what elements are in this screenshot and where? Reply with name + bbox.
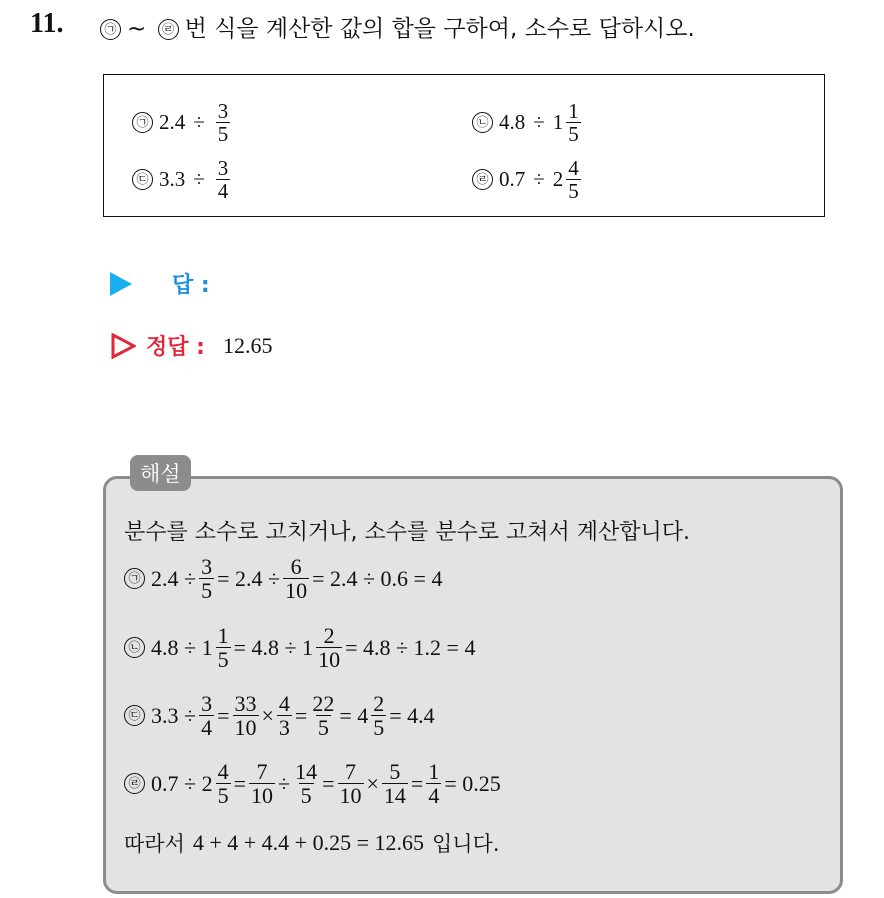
question-body: 번 식을 계산한 값의 합을 구하여, 소수로 답하시오. <box>184 16 695 42</box>
correct-answer-row <box>110 330 272 361</box>
problem-2-mark: ㉡ <box>472 112 493 133</box>
problem-4-mixed: 2 <box>552 167 564 192</box>
mark-start: ㉠ <box>100 19 121 40</box>
question-text <box>100 10 695 43</box>
problem-3 <box>132 157 233 202</box>
solution-line-3-mark: ㉢ <box>124 705 145 726</box>
correct-value: 12.65 <box>222 332 273 358</box>
problem-2 <box>472 100 584 145</box>
solution-line-2: ㉡ 4.8 ÷ 1 $\frac{1}{5}$ = 4.8 ÷ 1 $\frac{2}{10}$ = 4.8 ÷ 1.2 = 4 <box>124 624 475 671</box>
solution-line-4-mark: ㉣ <box>124 773 145 794</box>
solution-conclusion <box>124 828 500 858</box>
problem-2-whole: 4.8 <box>499 110 526 135</box>
problem-1 <box>132 100 233 145</box>
conclusion-post: 입니다. <box>432 832 500 856</box>
outline-play-icon <box>110 333 136 359</box>
problem-4-fraction: $\frac{4}{5}$ <box>568 156 579 204</box>
problem-1-op: ÷ <box>193 110 205 135</box>
question-number: 11. <box>30 8 64 39</box>
problem-4-whole: 0.7 <box>499 167 526 192</box>
problem-3-whole: 3.3 <box>159 167 186 192</box>
solution-line-1: ㉠ 2.4 ÷ $\frac{3}{5}$ = 2.4 ÷ $\frac{6}{10}$ = 2.4 ÷ 0.6 = 4 <box>124 555 442 602</box>
problem-3-op: ÷ <box>193 167 205 192</box>
problem-2-mixed: 1 <box>552 110 564 135</box>
mark-end: ㉣ <box>158 19 179 40</box>
solution-intro: 분수를 소수로 고치거나, 소수를 분수로 고쳐서 계산합니다. <box>124 520 690 545</box>
problem-3-mark: ㉢ <box>132 169 153 190</box>
problem-1-mark: ㉠ <box>132 112 153 133</box>
conclusion-pre: 따라서 <box>124 832 185 856</box>
conclusion-expr: 4 + 4 + 4.4 + 0.25 = 12.65 <box>192 830 424 855</box>
play-icon <box>110 272 132 296</box>
solution-tag: 해설 <box>130 455 191 491</box>
answer-row <box>110 268 422 299</box>
solution-line-4: ㉣ 0.7 ÷ 2 $\frac{4}{5}$ = $\frac{7}{10}$ ÷ $\frac{14}{5}$ = $\frac{7}{10}$ × $\frac{5}{14}$ = $\frac{1}{4}$ = 0.25 <box>124 760 501 807</box>
correct-label: 정답 : <box>146 335 205 360</box>
solution-line-3: ㉢ 3.3 ÷ $\frac{3}{4}$ = $\frac{33}{10}$ × $\frac{4}{3}$ = $\frac{22}{5}$ = 4 $\frac{2}{5}$ = 4.4 <box>124 692 435 739</box>
problem-2-fraction: $\frac{1}{5}$ <box>568 99 579 147</box>
solution-line-1-mark: ㉠ <box>124 568 145 589</box>
answer-input[interactable] <box>222 271 422 297</box>
problem-4 <box>472 157 584 202</box>
solution-line-2-mark: ㉡ <box>124 637 145 658</box>
problem-3-fraction: $\frac{3}{4}$ <box>217 156 229 204</box>
problem-1-whole: 2.4 <box>159 110 186 135</box>
answer-label: 답 : <box>172 273 210 298</box>
problem-2-op: ÷ <box>533 110 545 135</box>
problem-4-mark: ㉣ <box>472 169 493 190</box>
problem-1-fraction: $\frac{3}{5}$ <box>217 99 229 147</box>
problem-4-op: ÷ <box>533 167 545 192</box>
tilde: ~ <box>127 16 147 42</box>
